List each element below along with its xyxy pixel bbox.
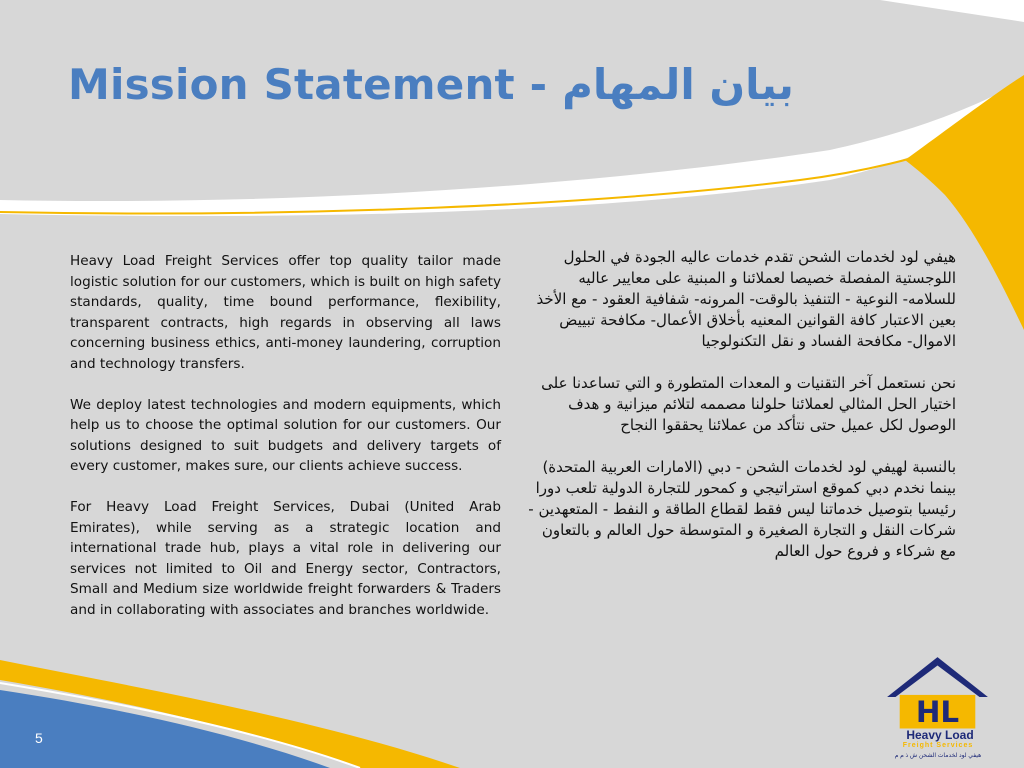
english-paragraph: Heavy Load Freight Services offer top quality tailor made logistic solution for our customers, which is built on high safety standards, quality, time bound performance, flexibility, transparent contracts, high regards in observing all laws concerning business ethics, anti-money laundering, corruption and technology transfers. <box>70 253 501 372</box>
arabic-paragraph: هيفي لود لخدمات الشحن تقدم خدمات عاليه الجودة في الحلول اللوجستية المفصلة خصيصا لعملائنا و المبنية على معايير عاليه للسلامه- النوعية - التنفيذ بالوقت- المرونه- شفافية العقود - مع الأخذ بعين الاعتبار كافة القوانين المعنيه بأخلاق الأعمال- مكافحة تبييض الاموال- مكافحة الفساد و نقل التكنولوجيا <box>536 248 956 350</box>
arabic-paragraph: بالنسبة لهيفي لود لخدمات الشحن - دبي (الامارات العربية المتحدة) بينما نخدم دبي كموقع استراتيجي و كمحور للتجارة الدولية تلعب دورا رئيسيا بتوصيل خدماتنا ليس فقط لقطاع الطاقة و النفط - المتعهدين - شركات النقل و التجارة الصغيرة و المتوسطة حول العالم و بالتعاون مع شركاء و فروع حول العالم <box>528 458 956 560</box>
top-white-wedge <box>880 0 1024 22</box>
logo-arabic-name: هيفي لود لخدمات الشحن ش ذ م م <box>894 753 982 759</box>
english-paragraph: For Heavy Load Freight Services, Dubai (United Arab Emirates), while serving as a strategic location and international trade hub, plays a vital role in delivering our services not limited to Oil and Energy sector, Contractors, Small and Medium size worldwide freight forwarders & Traders and in collaborating with associates and branches worldwide. <box>70 499 501 618</box>
logo-roof <box>887 657 988 697</box>
english-paragraph: We deploy latest technologies and modern equipments, which help us to choose the optimal solution for our customers. Our solutions designed to suit budgets and delivery targets of every customer, makes sure, our clients achieve success. <box>70 396 501 474</box>
logo-monogram: HL <box>915 695 960 730</box>
logo-name: Heavy Load <box>906 728 974 742</box>
page-number: 5 <box>35 730 43 746</box>
arabic-paragraph: نحن نستعمل آخر التقنيات و المعدات المتطورة و التي تساعدنا على اختيار الحل المثالي لعملائنا حلولنا مصممه لتلائم ميزانية و هدف الوصول لكل عميل حتى نتأكد من عملائنا يحققوا النجاح <box>541 374 956 434</box>
logo-subtitle: Freight Services <box>902 742 974 749</box>
slide-title: Mission Statement - بيان المهام <box>68 60 794 109</box>
arabic-column <box>522 247 956 583</box>
english-column <box>70 251 501 641</box>
